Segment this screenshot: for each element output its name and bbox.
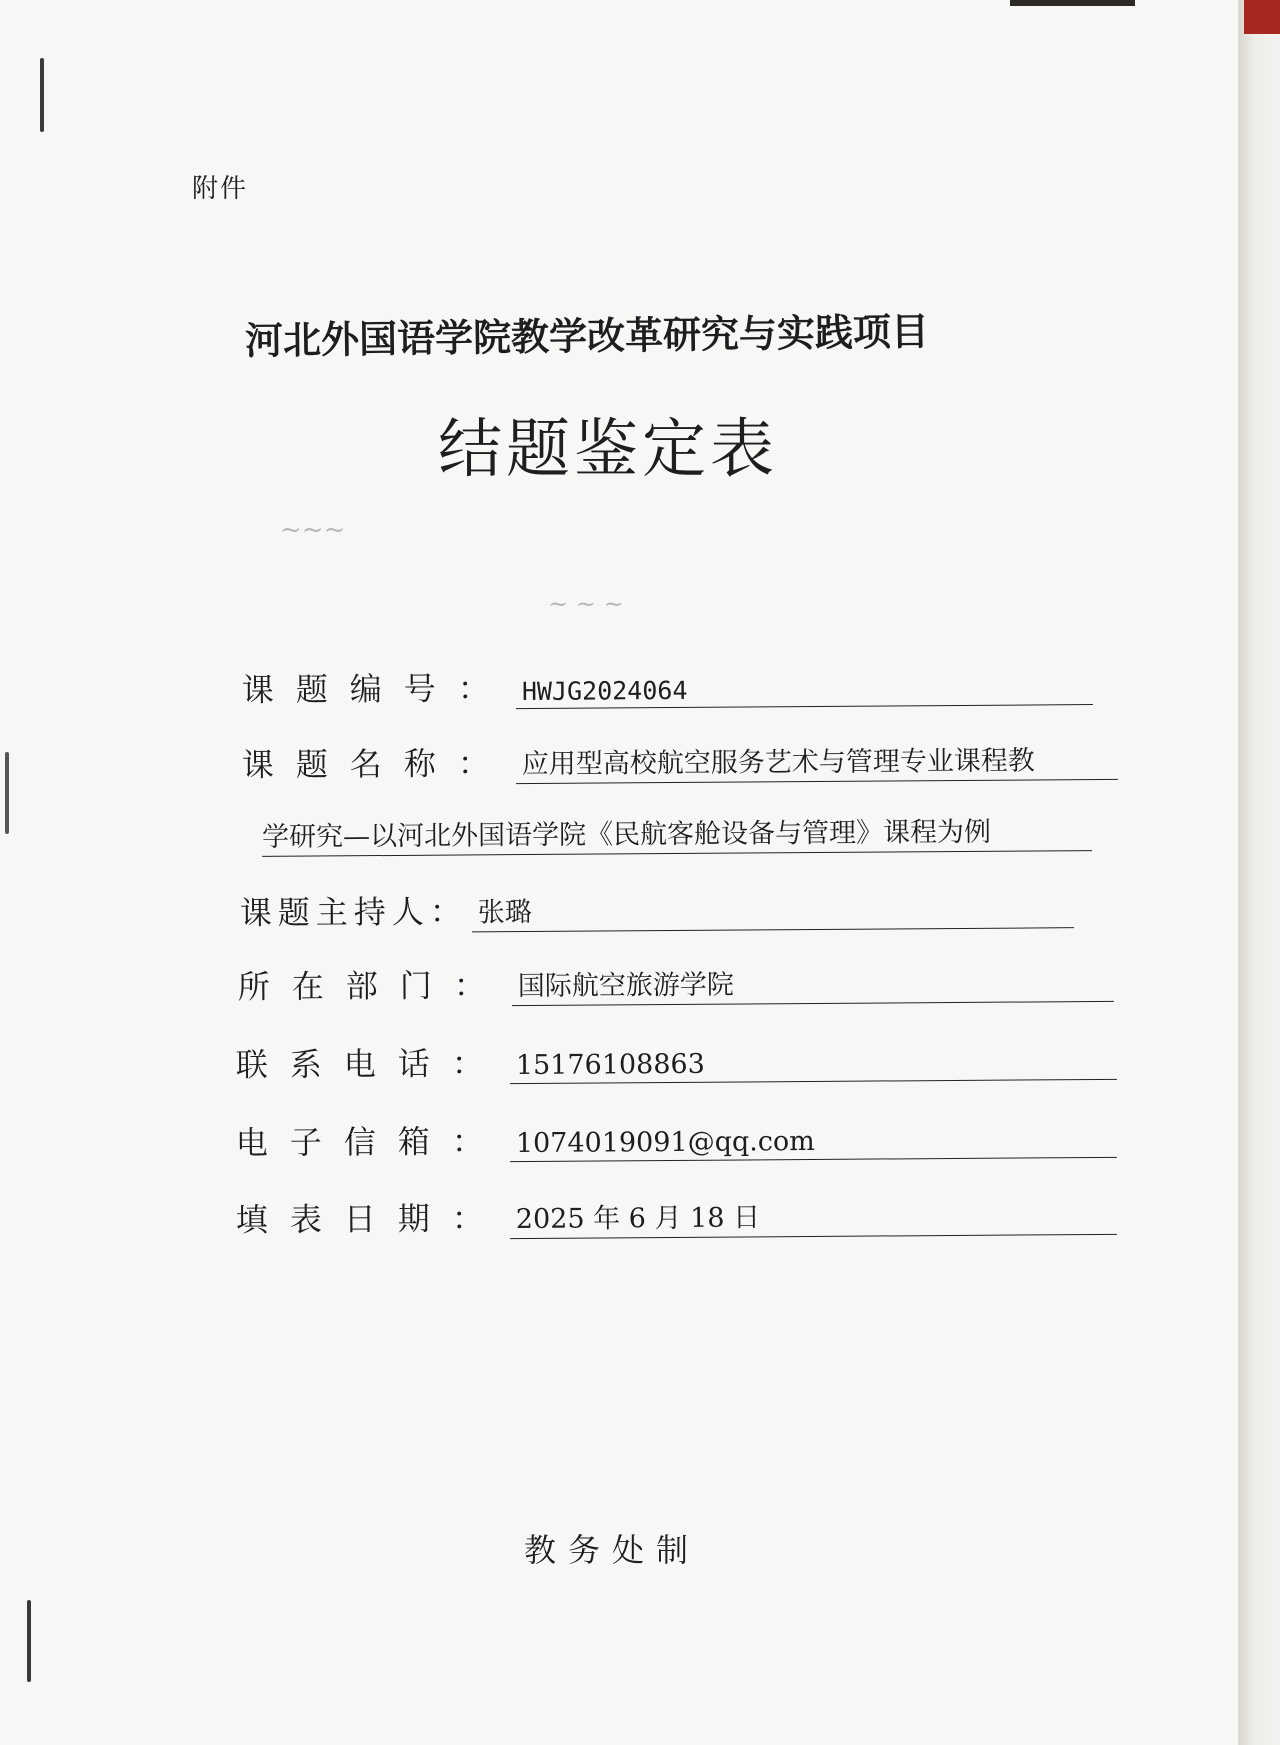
pencil-mark: ~ ~ ~ (548, 590, 624, 618)
underlying-page-edge (1238, 0, 1280, 1745)
binding-clip (5, 752, 9, 834)
field-value: 张璐 (472, 886, 1074, 932)
staple-mark (40, 58, 44, 132)
field-value: 应用型高校航空服务艺术与管理专业课程教 (516, 738, 1118, 784)
field-label: 所在部门： (237, 966, 508, 1007)
field-value: HWJG2024064 (516, 673, 1093, 709)
field-date (236, 1189, 1117, 1241)
document-subtitle: 结题鉴定表 (438, 413, 778, 487)
field-label: 课题主持人： (239, 892, 468, 933)
issuer-label: 教务处制 (524, 1531, 701, 1569)
document-title: 河北外国语学院教学改革研究与实践项目 (244, 309, 930, 363)
field-email (236, 1112, 1117, 1164)
field-label: 课题编号： (241, 669, 512, 710)
dark-corner-patch (1010, 0, 1135, 6)
field-project-name (242, 734, 1118, 786)
pencil-mark: ~~~ (280, 515, 346, 545)
field-label: 电子信箱： (235, 1122, 506, 1162)
field-host (240, 882, 1074, 934)
field-project-number (242, 659, 1093, 711)
field-label: 课题名称： (241, 744, 512, 785)
field-value: 国际航空旅游学院 (512, 960, 1114, 1006)
field-label: 填表日期： (235, 1199, 506, 1239)
field-department (238, 956, 1114, 1008)
field-value: 15176108863 (510, 1046, 1117, 1084)
field-value-continued: 学研究—以河北外国语学院《民航客舱设备与管理》课程为例 (262, 809, 1092, 857)
staple-mark (27, 1600, 31, 1682)
field-value: 1074019091@qq.com (510, 1124, 1117, 1162)
red-corner-patch (1244, 0, 1280, 34)
field-phone (236, 1034, 1117, 1086)
field-label: 联系电话： (235, 1044, 506, 1084)
field-value: 2025 年 6 月 18 日 (510, 1193, 1117, 1239)
attachment-label: 附件 (192, 174, 249, 204)
